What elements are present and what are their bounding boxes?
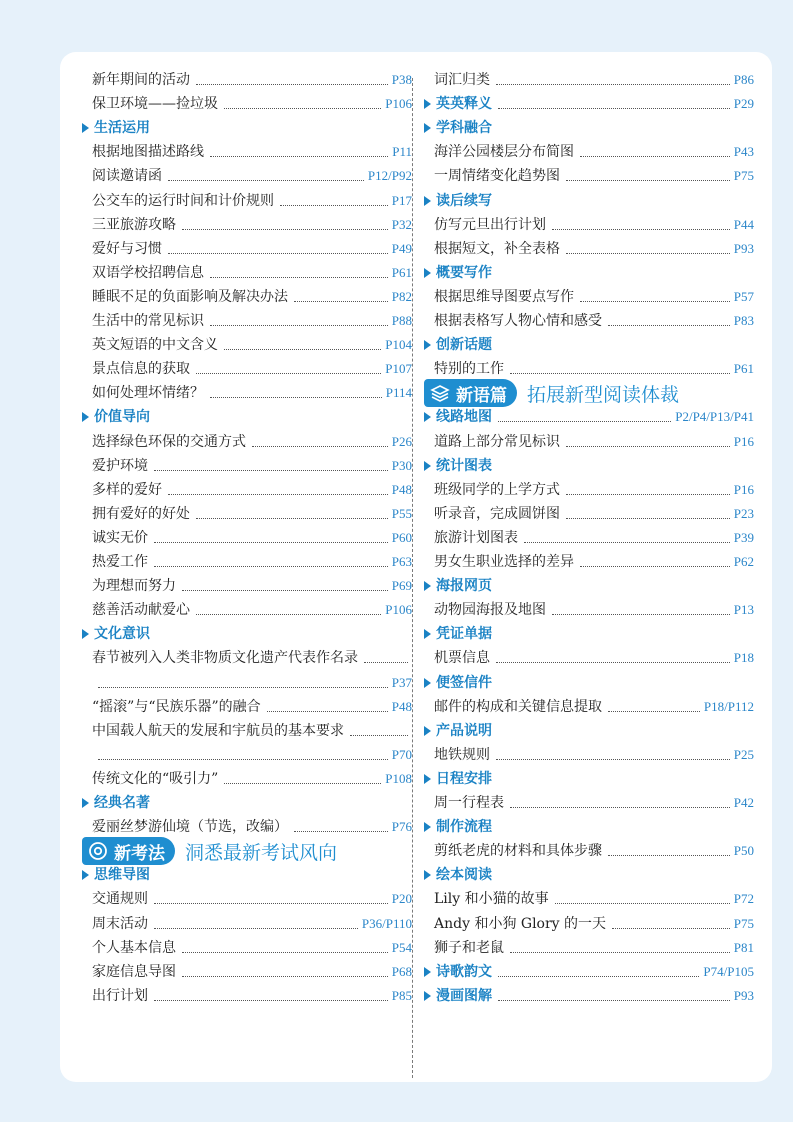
- section-badge: [82, 837, 175, 865]
- dot-leader: [566, 446, 730, 447]
- toc-entry[interactable]: [92, 92, 412, 114]
- page-number: P86: [733, 72, 754, 87]
- triangle-bullet-icon: [82, 412, 89, 422]
- dot-leader: [154, 1000, 388, 1001]
- toc-entry[interactable]: [92, 261, 412, 283]
- toc-entry[interactable]: [434, 140, 754, 162]
- page-number: P17: [391, 192, 412, 208]
- page-number: P83: [733, 313, 754, 328]
- toc-entry[interactable]: [92, 454, 412, 476]
- dot-leader: [196, 518, 388, 519]
- toc-entry[interactable]: [92, 598, 412, 620]
- dot-leader: [168, 253, 388, 254]
- dot-leader: [496, 759, 730, 760]
- page-number: P29: [733, 96, 754, 112]
- toc-entry[interactable]: [92, 309, 412, 331]
- dot-leader: [498, 1000, 730, 1001]
- entry-title: 景点信息的获取: [92, 361, 190, 378]
- page-number: P30: [391, 457, 412, 473]
- entry-title: 根据地图描述路线: [92, 144, 204, 161]
- dot-leader: [580, 566, 730, 567]
- toc-entry[interactable]: [434, 213, 754, 235]
- triangle-bullet-icon: [424, 581, 431, 591]
- entry-title: 如何处理坏情绪？: [92, 385, 204, 402]
- entry-title: 热爱工作: [92, 554, 148, 570]
- page-number: P57: [733, 288, 754, 304]
- dot-leader: [510, 807, 730, 808]
- page-number: P54: [391, 939, 412, 955]
- entry-title: 生活中的常见标识: [92, 313, 204, 329]
- toc-entry[interactable]: [434, 164, 754, 186]
- dot-leader: [168, 180, 364, 181]
- dot-leader: [224, 108, 381, 109]
- category-label: 创新话题: [436, 337, 492, 354]
- category-heading: [424, 189, 754, 211]
- entry-title: 根据表格写人物心情和感受: [434, 313, 602, 329]
- entry-title: 选择绿色环保的交通方式: [92, 433, 246, 450]
- entry-title: 爱好与习惯: [92, 240, 162, 257]
- category-heading: [424, 405, 754, 427]
- dot-leader: [294, 831, 388, 832]
- entry-title: 双语学校招聘信息: [92, 264, 204, 281]
- toc-entry[interactable]: [434, 791, 754, 813]
- toc-entry[interactable]: [92, 526, 412, 548]
- page-number: P26: [391, 433, 412, 449]
- entry-title: 拥有爱好的好处: [92, 505, 190, 522]
- entry-title: 地铁规则: [434, 746, 490, 763]
- entry-title: 交通规则: [92, 891, 148, 908]
- page-number: P61: [733, 361, 754, 377]
- category-label: 生活运用: [94, 120, 150, 137]
- entry-title: 英文短语的中文含义: [92, 337, 218, 354]
- dot-leader: [498, 108, 730, 109]
- page-number: P43: [733, 144, 754, 160]
- triangle-bullet-icon: [424, 629, 431, 639]
- page-number: P50: [733, 843, 754, 859]
- category-label: 思维导图: [94, 867, 150, 884]
- dot-leader: [196, 614, 381, 615]
- entry-title: 机票信息: [434, 650, 490, 667]
- category-heading: [82, 116, 412, 138]
- category-heading: [424, 719, 754, 741]
- dot-leader: [510, 373, 730, 374]
- page-number: P37: [391, 674, 412, 690]
- dot-leader: [566, 180, 730, 181]
- category-label: 英英释义: [436, 96, 492, 113]
- page-number: P2/P4/P13/P41: [675, 409, 754, 425]
- page-number: P18: [733, 650, 754, 666]
- dot-leader: [267, 711, 388, 712]
- category-label: 概要写作: [436, 264, 492, 281]
- triangle-bullet-icon: [424, 991, 431, 1001]
- entry-title: 爱护环境: [92, 457, 148, 474]
- page-number: P55: [391, 505, 412, 521]
- entry-title: 慈善活动献爱心: [92, 602, 190, 619]
- dot-leader: [580, 156, 730, 157]
- category-label: 价值导向: [94, 409, 150, 426]
- dot-leader: [566, 494, 730, 495]
- entry-title: 男女生职业选择的差异: [434, 554, 574, 570]
- entry-title: 多样的爱好: [92, 481, 162, 498]
- entry-title: 海洋公园楼层分布简图: [434, 144, 574, 161]
- page-number: P11: [392, 144, 412, 160]
- dot-leader: [154, 470, 388, 471]
- dot-leader: [524, 542, 730, 543]
- dot-leader: [496, 662, 730, 663]
- page-number: P93: [733, 987, 754, 1003]
- dot-leader: [510, 952, 730, 953]
- toc-entry-continuation[interactable]: [92, 671, 412, 693]
- column-divider: [412, 78, 413, 1078]
- toc-entry[interactable]: [434, 357, 754, 379]
- category-label: 海报网页: [436, 578, 492, 595]
- dot-leader: [552, 614, 730, 615]
- section-subtitle: 洞悉最新考试风向: [185, 841, 338, 864]
- triangle-bullet-icon: [424, 870, 431, 880]
- toc-entry[interactable]: [434, 646, 754, 668]
- entry-title: 爱丽丝梦游仙境（节选，改编）: [92, 819, 288, 836]
- category-heading: [424, 767, 754, 789]
- category-heading: [82, 405, 412, 427]
- entry-title: “摇滚”与“民族乐器”的融合: [92, 698, 261, 715]
- dot-leader: [98, 687, 388, 688]
- page-number: P107: [385, 361, 412, 377]
- toc-entry[interactable]: [92, 984, 412, 1006]
- triangle-bullet-icon: [424, 678, 431, 688]
- entry-title: 为理想而努力: [92, 578, 176, 595]
- category-heading: [424, 984, 754, 1006]
- page-number: P48: [391, 698, 412, 714]
- triangle-bullet-icon: [424, 412, 431, 422]
- entry-title: 道路上部分常见标识: [434, 433, 560, 450]
- category-heading: [424, 815, 754, 837]
- section-header: [82, 836, 412, 866]
- toc-entry[interactable]: [434, 912, 754, 934]
- category-label: 制作流程: [436, 819, 492, 836]
- toc-entry[interactable]: [92, 960, 412, 982]
- triangle-bullet-icon: [424, 967, 431, 977]
- toc-entry[interactable]: [92, 719, 412, 741]
- category-label: 产品说明: [436, 722, 492, 739]
- dot-leader: [252, 446, 388, 447]
- page-number: P38: [391, 72, 412, 87]
- category-heading: [424, 116, 754, 138]
- toc-entry[interactable]: [434, 237, 754, 259]
- triangle-bullet-icon: [82, 870, 89, 880]
- page-number: P13: [733, 602, 754, 618]
- category-heading: [424, 960, 754, 982]
- triangle-bullet-icon: [82, 798, 89, 808]
- page-number: P93: [733, 240, 754, 256]
- toc-entry[interactable]: [434, 598, 754, 620]
- toc-entry-continuation[interactable]: [92, 743, 412, 765]
- triangle-bullet-icon: [424, 726, 431, 736]
- toc-entry[interactable]: [92, 333, 412, 355]
- page-number: P44: [733, 216, 754, 232]
- toc-entry[interactable]: [92, 285, 412, 307]
- page-number: P75: [733, 915, 754, 931]
- toc-entry[interactable]: [92, 646, 412, 668]
- page-number: P20: [391, 891, 412, 907]
- entry-title: 一周情绪变化趋势图: [434, 168, 560, 185]
- page-number: P75: [733, 168, 754, 184]
- page-number: P68: [391, 963, 412, 979]
- triangle-bullet-icon: [82, 629, 89, 639]
- category-heading: [424, 92, 754, 114]
- section-title: 新语篇: [456, 385, 507, 406]
- triangle-bullet-icon: [424, 774, 431, 784]
- entry-title: 根据短文，补全表格: [434, 240, 560, 257]
- entry-title: 根据思维导图要点写作: [434, 288, 574, 305]
- toc-page: [60, 52, 772, 1082]
- entry-title: 春节被列入人类非物质文化遗产代表作名录: [92, 650, 358, 667]
- category-label: 便签信件: [436, 674, 492, 691]
- category-heading: [424, 574, 754, 596]
- dot-leader: [154, 903, 388, 904]
- toc-entry[interactable]: [434, 502, 754, 524]
- entry-title: 剪纸老虎的材料和具体步骤: [434, 843, 602, 860]
- entry-title: 狮子和老鼠: [434, 939, 504, 956]
- triangle-bullet-icon: [424, 123, 431, 133]
- page-number: P81: [733, 939, 754, 955]
- toc-entry[interactable]: [92, 357, 412, 379]
- page-number: P49: [391, 240, 412, 256]
- dot-leader: [154, 542, 388, 543]
- entry-title: 听录音，完成圆饼图: [434, 505, 560, 522]
- page-number: P60: [391, 529, 412, 545]
- dot-leader: [566, 253, 730, 254]
- category-label: 统计图表: [436, 457, 492, 474]
- category-heading: [82, 791, 412, 813]
- triangle-bullet-icon: [424, 99, 431, 109]
- category-label: 学科融合: [436, 120, 492, 137]
- category-heading: [82, 863, 412, 885]
- toc-entry[interactable]: [434, 430, 754, 452]
- page-number: P18/P112: [703, 698, 754, 714]
- dot-leader: [210, 397, 382, 398]
- entry-title: 睡眠不足的负面影响及解决办法: [92, 288, 288, 305]
- entry-title: 公交车的运行时间和计价规则: [92, 192, 274, 209]
- toc-entry[interactable]: [92, 478, 412, 500]
- entry-title: 班级同学的上学方式: [434, 481, 560, 498]
- entry-title: 阅读邀请函: [92, 168, 162, 185]
- page-number: P85: [391, 987, 412, 1003]
- toc-entry[interactable]: [92, 164, 412, 186]
- dot-leader: [224, 349, 381, 350]
- entry-title: 动物园海报及地图: [434, 602, 546, 619]
- dot-leader: [498, 421, 671, 422]
- page-number: P48: [391, 481, 412, 497]
- category-heading: [424, 261, 754, 283]
- toc-entry[interactable]: [92, 213, 412, 235]
- page-number: P104: [385, 337, 412, 353]
- dot-leader: [608, 855, 730, 856]
- dot-leader: [280, 205, 388, 206]
- page-number: P39: [733, 529, 754, 545]
- toc-entry[interactable]: [92, 912, 412, 934]
- toc-entry[interactable]: [92, 574, 412, 596]
- dot-leader: [168, 494, 388, 495]
- dot-leader: [196, 373, 381, 374]
- entry-title: 邮件的构成和关键信息提取: [434, 698, 602, 715]
- category-heading: [424, 333, 754, 355]
- toc-entry[interactable]: [434, 68, 754, 90]
- entry-title: 保卫环境——捡垃圾: [92, 96, 218, 113]
- page-number: P62: [733, 554, 754, 569]
- page-number: P72: [733, 891, 754, 907]
- toc-entry[interactable]: [92, 695, 412, 717]
- entry-title: 个人基本信息: [92, 939, 176, 956]
- dot-leader: [210, 156, 388, 157]
- dot-leader: [182, 229, 388, 230]
- page-number: P25: [733, 746, 754, 762]
- category-label: 诗歌韵文: [436, 963, 492, 980]
- dot-leader: [350, 735, 408, 736]
- dot-leader: [182, 952, 388, 953]
- toc-entry[interactable]: [434, 285, 754, 307]
- dot-leader: [98, 759, 388, 760]
- toc-entry[interactable]: [434, 743, 754, 765]
- toc-entry[interactable]: [434, 550, 754, 572]
- section-subtitle: 拓展新型阅读体裁: [527, 383, 680, 406]
- entry-title: 旅游计划图表: [434, 529, 518, 546]
- page-number: P106: [385, 96, 412, 112]
- entry-title: 出行计划: [92, 987, 148, 1004]
- entry-title: 中国载人航天的发展和宇航员的基本要求: [92, 722, 344, 739]
- dot-leader: [182, 976, 388, 977]
- dot-leader: [210, 277, 388, 278]
- page-number: P36/P110: [361, 915, 412, 931]
- entry-title: 词汇归类: [434, 72, 490, 88]
- dot-leader: [154, 928, 358, 929]
- category-heading: [424, 671, 754, 693]
- triangle-bullet-icon: [424, 268, 431, 278]
- toc-entry[interactable]: [434, 936, 754, 958]
- page-number: P16: [733, 433, 754, 449]
- page-number: P88: [391, 313, 412, 328]
- section-title: 新考法: [114, 843, 165, 864]
- category-heading: [424, 622, 754, 644]
- page-number: P63: [391, 554, 412, 569]
- toc-entry[interactable]: [434, 839, 754, 861]
- toc-entry[interactable]: [92, 887, 412, 909]
- triangle-bullet-icon: [424, 822, 431, 832]
- category-heading: [82, 622, 412, 644]
- page-number: P32: [391, 216, 412, 232]
- dot-leader: [496, 84, 730, 85]
- page-number: P69: [391, 578, 412, 594]
- toc-entry[interactable]: [92, 140, 412, 162]
- toc-entry[interactable]: [434, 526, 754, 548]
- page-number: P16: [733, 481, 754, 497]
- entry-title: 周一行程表: [434, 795, 504, 811]
- toc-entry[interactable]: [92, 815, 412, 837]
- entry-title: 传统文化的“吸引力”: [92, 770, 219, 787]
- toc-entry[interactable]: [92, 502, 412, 524]
- page-number: P106: [385, 602, 412, 618]
- toc-entry[interactable]: [92, 381, 412, 403]
- layers-icon: [430, 383, 450, 403]
- entry-title: 特别的工作: [434, 361, 504, 378]
- toc-entry[interactable]: [434, 887, 754, 909]
- category-label: 线路地图: [436, 409, 492, 426]
- page-number: P114: [385, 385, 412, 401]
- triangle-bullet-icon: [424, 461, 431, 471]
- toc-entry[interactable]: [92, 68, 412, 90]
- page-number: P82: [391, 288, 412, 304]
- dot-leader: [294, 301, 388, 302]
- dot-leader: [608, 325, 730, 326]
- category-heading: [424, 454, 754, 476]
- toc-entry[interactable]: [92, 430, 412, 452]
- category-label: 经典名著: [94, 795, 150, 811]
- toc-entry[interactable]: [92, 189, 412, 211]
- entry-title: 家庭信息导图: [92, 963, 176, 980]
- triangle-bullet-icon: [424, 196, 431, 206]
- category-label: 读后续写: [436, 192, 492, 209]
- category-label: 绘本阅读: [436, 867, 492, 884]
- dot-leader: [555, 903, 730, 904]
- page-number: P74/P105: [703, 963, 754, 979]
- toc-entry[interactable]: [92, 767, 412, 789]
- category-label: 文化意识: [94, 626, 150, 643]
- dot-leader: [182, 590, 388, 591]
- category-label: 日程安排: [436, 770, 492, 787]
- entry-title: Andy 和小狗 Glory 的一天: [434, 915, 607, 932]
- page-number: P42: [733, 795, 754, 810]
- entry-title: 新年期间的活动: [92, 72, 190, 88]
- target-icon: [88, 841, 108, 861]
- dot-leader: [224, 783, 381, 784]
- toc-entry[interactable]: [434, 478, 754, 500]
- entry-title: Lily 和小猫的故事: [434, 891, 549, 908]
- category-heading: [424, 863, 754, 885]
- toc-entry[interactable]: [434, 309, 754, 331]
- section-header: [424, 378, 754, 408]
- page-number: P12/P92: [367, 168, 412, 184]
- toc-entry[interactable]: [92, 237, 412, 259]
- dot-leader: [196, 84, 388, 85]
- category-label: 凭证单据: [436, 626, 492, 643]
- section-badge: [424, 379, 517, 407]
- dot-leader: [498, 976, 699, 977]
- entry-title: 诚实无价: [92, 529, 148, 546]
- entry-title: 三亚旅游攻略: [92, 216, 176, 233]
- entry-title: 仿写元旦出行计划: [434, 216, 546, 233]
- page-number: P70: [391, 746, 412, 762]
- dot-leader: [612, 928, 730, 929]
- dot-leader: [566, 518, 730, 519]
- dot-leader: [154, 566, 388, 567]
- dot-leader: [364, 662, 408, 663]
- triangle-bullet-icon: [82, 123, 89, 133]
- toc-entry[interactable]: [434, 695, 754, 717]
- toc-entry[interactable]: [92, 550, 412, 572]
- dot-leader: [608, 711, 700, 712]
- page-number: P23: [733, 505, 754, 521]
- dot-leader: [552, 229, 730, 230]
- toc-entry[interactable]: [92, 936, 412, 958]
- page-number: P76: [391, 819, 412, 835]
- page-number: P108: [385, 770, 412, 786]
- triangle-bullet-icon: [424, 340, 431, 350]
- category-label: 漫画图解: [436, 987, 492, 1004]
- dot-leader: [580, 301, 730, 302]
- dot-leader: [210, 325, 388, 326]
- page-number: P61: [391, 264, 412, 280]
- entry-title: 周末活动: [92, 915, 148, 932]
